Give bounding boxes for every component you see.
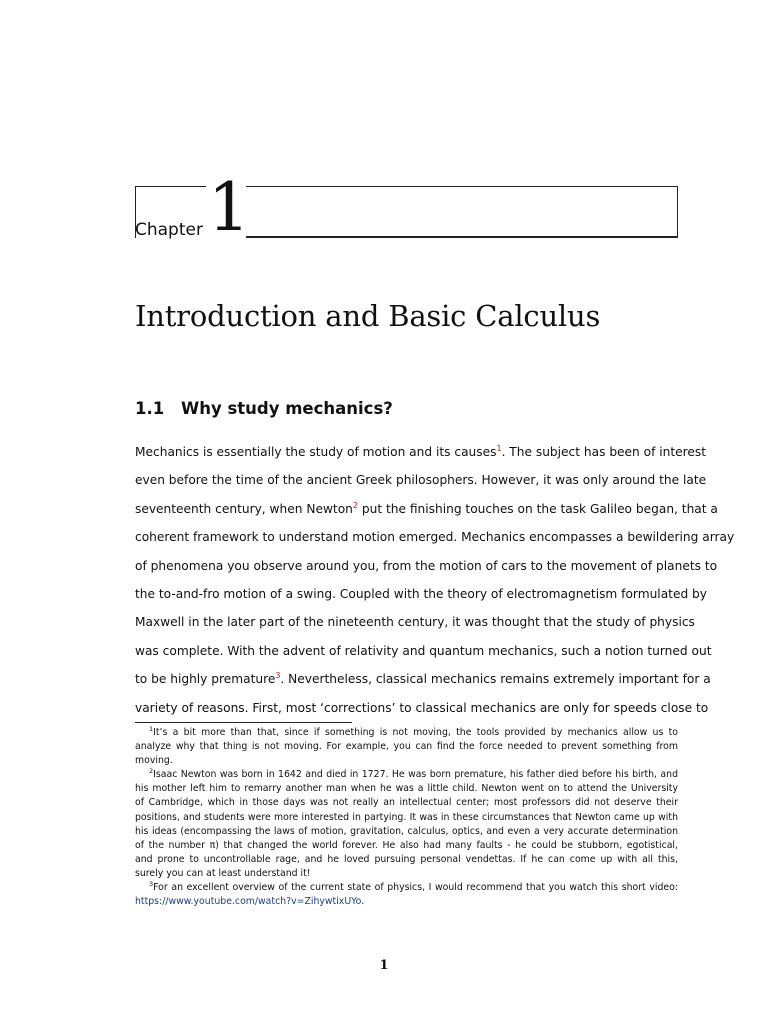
section-heading bbox=[135, 397, 393, 421]
body-line-text: variety of reasons. First, most ‘corrections’ to classical mechanics are only for speeds close to bbox=[135, 700, 709, 715]
body-line bbox=[135, 580, 708, 608]
body-line-text: of phenomena you observe around you, from the motion of cars to the movement of planets to bbox=[135, 558, 718, 573]
footnote-line bbox=[135, 726, 678, 740]
footnote-line bbox=[135, 768, 678, 782]
footnote-3-link-line bbox=[135, 895, 678, 909]
body-line-text: Mechanics is essentially the study of motion and its causes bbox=[135, 445, 497, 459]
body-line bbox=[135, 495, 718, 523]
footnote-line bbox=[135, 853, 678, 867]
body-line-text: was complete. With the advent of relativity and quantum mechanics, such a notion turned out bbox=[135, 643, 712, 658]
footnotes bbox=[135, 726, 678, 909]
body-line-text: coherent framework to understand motion emerged. Mechanics encompasses a bewildering array bbox=[135, 530, 735, 545]
footnote-line bbox=[135, 740, 678, 754]
body-line-text: the to-and-fro motion of a swing. Coupled with the theory of electromagnetism formulated by bbox=[135, 586, 708, 601]
section-title: Why study mechanics? bbox=[181, 399, 393, 418]
footnote-2 bbox=[135, 768, 678, 881]
footnote-text: surely you can at least understand it! bbox=[135, 867, 311, 879]
section-number: 1.1 bbox=[135, 399, 165, 418]
body-line-text: . The subject has been of interest bbox=[501, 445, 707, 459]
footnote-mark: 1 bbox=[149, 724, 154, 733]
page-number: 1 bbox=[379, 958, 389, 973]
body-paragraph bbox=[135, 438, 735, 722]
footnote-reference[interactable]: 2 bbox=[352, 500, 358, 510]
footnote-line bbox=[135, 881, 678, 895]
footnote-3 bbox=[135, 881, 678, 909]
body-line bbox=[135, 466, 707, 494]
footnote-line bbox=[135, 839, 678, 853]
footnote-line bbox=[135, 796, 678, 810]
footnote-text: moving. bbox=[135, 755, 173, 767]
footnote-3-link-suffix: . bbox=[361, 896, 365, 908]
footnote-line bbox=[135, 754, 678, 768]
footnote-reference[interactable]: 1 bbox=[496, 443, 502, 453]
chapter-label: Chapter bbox=[135, 220, 203, 240]
footnote-line bbox=[135, 867, 678, 881]
footnote-text: positions, and students were more interested in partying. It was in these circumstances that Newton came up with bbox=[135, 811, 678, 823]
body-line bbox=[135, 665, 711, 693]
body-line-text: put the finishing touches on the task Galileo began, that a bbox=[357, 501, 718, 516]
body-line bbox=[135, 694, 709, 722]
footnote-text: and prone to uncontrollable rage, and he loved pursuing personal vendettas. If he can come up with all this, bbox=[135, 853, 678, 865]
body-line bbox=[135, 637, 712, 665]
chapter-frame-right bbox=[246, 186, 678, 238]
body-line-text: seventeenth century, when Newton bbox=[135, 501, 353, 516]
body-line bbox=[135, 523, 735, 551]
footnote-text: of Cambridge, which in those days was not really an intellectual center; most professors did not deserve their bbox=[135, 797, 678, 809]
body-line-text: Maxwell in the later part of the nineteenth century, it was thought that the study of physics bbox=[135, 615, 695, 630]
footnote-mark: 2 bbox=[149, 767, 154, 776]
footnote-rule bbox=[135, 722, 352, 723]
footnote-reference[interactable]: 3 bbox=[275, 671, 281, 681]
footnote-text: It’s a bit more than that, since if something is not moving, the tools provided by mechanics allow us to bbox=[153, 727, 678, 738]
footnote-line bbox=[135, 782, 678, 796]
footnote-line bbox=[135, 825, 678, 839]
footnote-line bbox=[135, 811, 678, 825]
body-line-text: even before the time of the ancient Greek philosophers. However, it was only around the late bbox=[135, 473, 707, 488]
body-line bbox=[135, 608, 695, 636]
footnote-text: of the number π) that changed the world forever. He also had many faults - he could be stubborn, egotistical, bbox=[135, 839, 678, 851]
footnote-text: analyze why that thing is not moving. For example, you can find the force needed to prevent something from bbox=[135, 741, 678, 753]
footnote-text: his mother left him to remarry another man when he was a little child. Newton went on to attend the University bbox=[135, 783, 678, 795]
footnote-text: For an excellent overview of the current state of physics, I would recommend that you watch this short video: bbox=[153, 882, 678, 894]
chapter-number: 1 bbox=[208, 169, 250, 246]
body-line-text: . Nevertheless, classical mechanics remains extremely important for a bbox=[280, 672, 711, 687]
footnote-1 bbox=[135, 726, 678, 768]
footnote-text: his ideas (encompassing the laws of motion, gravitation, calculus, optics, and even a very accurate determination bbox=[135, 825, 678, 837]
body-line bbox=[135, 552, 718, 580]
body-line-text: to be highly premature bbox=[135, 672, 276, 687]
footnote-text: Isaac Newton was born in 1642 and died in 1727. He was born premature, his father died before his birth, and bbox=[153, 769, 678, 781]
body-line bbox=[135, 438, 707, 466]
chapter-title: Introduction and Basic Calculus bbox=[135, 299, 601, 333]
footnote-3-link[interactable]: https://www.youtube.com/watch?v=ZihywtixUYo bbox=[135, 896, 362, 908]
footnote-mark: 3 bbox=[149, 879, 154, 888]
